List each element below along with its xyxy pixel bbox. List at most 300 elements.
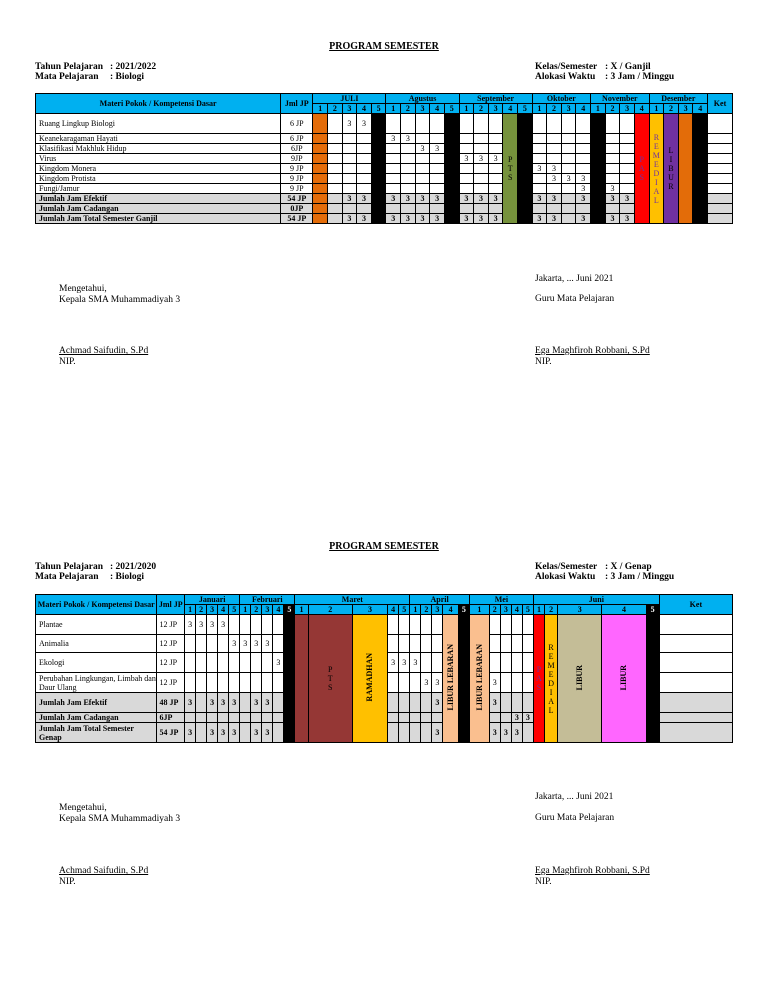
week-cell [313,154,328,164]
row-materi: Jumlah Jam Cadangan [36,204,281,214]
week-cell [561,114,576,134]
week-cell [511,635,522,653]
week-number: 1 [532,104,547,114]
week-cell [518,114,533,134]
week-number: 4 [634,104,649,114]
month-header: Maret [295,595,410,605]
row-materi: Keanekaragaman Hayati [36,134,281,144]
week-cell: 3 [432,723,443,743]
week-cell: 3 [357,114,372,134]
pts-band [308,615,352,743]
week-cell: 3 [522,713,533,723]
mapel-value: : Biologi [110,72,145,82]
week-cell [342,184,357,194]
week-cell [547,184,562,194]
week-cell: 3 [488,154,503,164]
week-number: 2 [328,104,343,114]
week-cell [388,713,399,723]
week-cell [328,114,343,134]
week-cell [489,713,500,723]
row-jml: 6JP [281,144,313,154]
week-number: 5 [518,104,533,114]
week-cell: 3 [415,144,430,154]
week-cell [518,134,533,144]
week-cell [262,673,273,693]
week-cell [518,154,533,164]
nip-right: NIP. [535,357,552,367]
week-cell: 3 [605,184,620,194]
week-cell [229,713,240,723]
month-header: Juni [533,595,659,605]
row-jml: 54 JP [281,194,313,204]
week-cell [273,615,284,635]
signature-name-right-1 [535,346,650,368]
week-number: 4 [602,605,646,615]
week-cell [313,144,328,154]
week-number: 5 [522,605,533,615]
week-number: 1 [386,104,401,114]
alokasi-label: Alokasi Waktu [535,572,596,582]
week-cell [386,164,401,174]
row-ket [708,134,733,144]
week-cell: 3 [474,154,489,164]
week-cell [576,144,591,154]
week-cell: 3 [547,174,562,184]
table-row [36,154,733,164]
week-cell [342,144,357,154]
week-cell: 3 [432,673,443,693]
week-cell [605,174,620,184]
week-cell [218,673,229,693]
place-date-2: Jakarta, ... Juni 2021 [535,792,614,802]
month-header: September [459,94,532,104]
week-cell [399,635,410,653]
week-cell [229,653,240,673]
header-ket: Ket [708,94,733,114]
week-cell [561,154,576,164]
week-cell [489,635,500,653]
week-cell: 3 [401,214,416,224]
libur-lebaran-band-1-label: LIBUR LEBARAN [446,644,456,711]
week-cell [342,164,357,174]
week-number: 5 [284,605,295,615]
week-cell [532,204,547,214]
week-number: 2 [489,605,500,615]
week-cell [511,615,522,635]
week-number: 4 [430,104,445,114]
week-cell [328,154,343,164]
row-jml: 12 JP [157,615,185,635]
week-cell: 3 [591,214,606,224]
week-cell: 3 [474,214,489,224]
week-number: 1 [313,104,328,114]
pas-band [533,615,544,743]
week-cell [371,154,386,164]
week-cell: 3 [196,615,207,635]
week-cell: 3 [386,194,401,204]
row-materi: Plantae [36,615,157,635]
week-cell [357,154,372,164]
row-jml: 6JP [157,713,185,723]
week-cell: 3 [229,693,240,713]
table-row [36,184,733,194]
week-cell [605,144,620,154]
row-jml: 48 JP [157,693,185,713]
week-cell [518,144,533,154]
week-cell: 3 [561,174,576,184]
table-row [36,164,733,174]
row-materi: Jumlah Jam Cadangan [36,713,157,723]
week-number: 2 [308,605,352,615]
header-ket: Ket [659,595,732,615]
libur-lebaran-band-1 [443,615,458,743]
week-cell [251,653,262,673]
week-cell [313,174,328,184]
week-cell [262,615,273,635]
week-cell: 3 [251,693,262,713]
header-materi: Materi Pokok / Kompetensi Dasar [36,595,157,615]
week-cell [342,134,357,144]
week-cell: 3 [474,194,489,204]
week-cell [474,144,489,154]
week-cell [693,134,708,144]
week-cell [273,635,284,653]
week-cell [240,713,251,723]
week-number: 2 [474,104,489,114]
week-cell: 3 [489,693,500,713]
week-cell [328,204,343,214]
week-number: 4 [218,605,229,615]
week-cell [489,653,500,673]
week-cell [185,673,196,693]
week-cell: 3 [388,653,399,673]
week-cell [357,184,372,194]
week-cell: 3 [511,723,522,743]
week-cell [561,204,576,214]
week-cell [328,184,343,194]
week-cell [251,673,262,693]
week-cell [421,713,432,723]
header-jml: Jml JP [281,94,313,114]
week-cell [229,615,240,635]
week-cell [576,114,591,134]
program-table-ganjil [35,93,733,224]
week-cell: 3 [273,653,284,673]
week-cell [459,144,474,154]
week-cell: 3 [262,693,273,713]
row-ket [659,653,732,673]
week-cell [576,134,591,144]
month-header: Februari [240,595,295,605]
row-ket [708,154,733,164]
week-cell [284,653,295,673]
week-cell [273,693,284,713]
pas-band [634,114,649,224]
week-cell [444,174,459,184]
week-cell [240,693,251,713]
week-number: 3 [207,605,218,615]
week-cell [313,114,328,134]
week-cell [415,174,430,184]
week-cell [474,174,489,184]
table-row [36,615,733,635]
week-cell [474,114,489,134]
week-cell [218,635,229,653]
row-ket [708,194,733,204]
tahun-value: : 2021/2022 [110,62,157,72]
week-cell [207,635,218,653]
row-jml: 9 JP [281,174,313,184]
week-number: 2 [401,104,416,114]
week-cell: 3 [459,214,474,224]
week-cell [399,723,410,743]
week-cell [357,174,372,184]
week-cell [522,673,533,693]
week-cell [313,184,328,194]
week-number: 4 [511,605,522,615]
signature-left-2 [59,803,180,825]
week-number: 1 [591,104,606,114]
week-cell: 3 [591,184,606,194]
row-jml: 9JP [281,154,313,164]
libur-band [664,114,679,224]
week-number: 4 [357,104,372,114]
week-cell [605,164,620,174]
table-row [36,134,733,144]
kelas-label: Kelas/Semester [535,62,598,72]
tahun-value: : 2021/2020 [110,562,157,572]
week-number: 4 [576,104,591,114]
week-cell: 3 [518,164,533,174]
alokasi-value: : 3 Jam / Minggu [605,572,675,582]
week-cell [430,134,445,144]
week-cell [328,134,343,144]
kelas-value: : X / Genap [605,562,652,572]
week-cell [518,204,533,214]
week-cell [474,184,489,194]
row-materi: Animalia [36,635,157,653]
week-number: 3 [488,104,503,114]
week-cell: 3 [207,723,218,743]
week-cell: 3 [488,194,503,204]
week-cell: 3 [410,653,421,673]
week-cell: 3 [576,184,591,194]
week-number: 2 [196,605,207,615]
week-cell: 3 [459,154,474,164]
week-cell [313,204,328,214]
week-cell [371,214,386,224]
week-cell [273,673,284,693]
week-number: 2 [664,104,679,114]
week-cell: 3 [401,194,416,204]
week-cell [591,114,606,134]
week-cell [207,653,218,673]
row-jml: 9 JP [281,164,313,174]
week-cell [430,114,445,134]
week-cell: 3 [251,723,262,743]
week-number: 2 [421,605,432,615]
week-cell [415,134,430,144]
week-cell [401,144,416,154]
remedial-band-label: R E M E D I A L [547,642,555,715]
week-cell [410,615,421,635]
week-cell: 3 [511,713,522,723]
nip-left: NIP. [59,877,76,887]
row-materi: Klasifikasi Makhluk Hidup [36,144,281,154]
week-cell [386,144,401,154]
week-cell: 3 [185,615,196,635]
week-cell: 3 [532,164,547,174]
week-cell [576,164,591,174]
week-number: 3 [342,104,357,114]
week-cell [328,174,343,184]
mapel-label: Mata Pelajaran [35,72,99,82]
week-number: 1 [459,104,474,114]
page-title-semester-1: PROGRAM SEMESTER [329,41,439,52]
week-number: 3 [558,605,602,615]
week-cell [444,144,459,154]
week-cell [399,673,410,693]
signature-name-right-2 [535,866,650,888]
program-table-genap [35,594,733,743]
week-number: 5 [444,104,459,114]
week-cell [518,184,533,194]
ramadhan-band-label: RAMADHAN [365,653,375,702]
row-ket [708,214,733,224]
week-cell [415,184,430,194]
week-cell [511,673,522,693]
row-materi: Ekologi [36,653,157,673]
week-cell [693,164,708,174]
row-ket [659,635,732,653]
week-cell [459,134,474,144]
row-ket [708,174,733,184]
week-cell: 3 [229,723,240,743]
week-cell [371,164,386,174]
week-number: 3 [678,104,693,114]
week-cell: 3 [500,723,511,743]
signature-name-left-1 [59,346,148,368]
row-materi: Virus [36,154,281,164]
week-cell [547,114,562,134]
week-cell: 3 [620,194,635,204]
week-cell [522,635,533,653]
row-jml: 0JP [281,204,313,214]
week-cell: 3 [218,723,229,743]
week-cell [342,204,357,214]
mapel-label: Mata Pelajaran [35,572,99,582]
libur-band-1-label: LIBUR [575,664,585,691]
week-cell [522,615,533,635]
week-number: 4 [503,104,518,114]
week-cell [474,164,489,174]
week-cell [430,154,445,164]
row-materi: Jumlah Jam Efektif [36,693,157,713]
libur-lebaran-band-2-label: LIBUR LEBARAN [474,644,484,711]
week-cell: 3 [342,114,357,134]
week-cell [410,635,421,653]
week-cell [444,214,459,224]
week-cell [459,114,474,134]
week-cell [401,184,416,194]
week-cell [196,673,207,693]
row-ket [708,184,733,194]
tahun-label: Tahun Pelajaran [35,62,104,72]
mengetahui-text: Mengetahui, [59,284,107,294]
week-cell: 3 [399,653,410,673]
remedial-band-label: R E M E D I A L [652,132,660,205]
week-cell [371,134,386,144]
week-cell [561,144,576,154]
row-ket [659,723,732,743]
week-number: 1 [649,104,664,114]
week-cell [444,134,459,144]
week-number: 3 [432,605,443,615]
week-cell [693,144,708,154]
orange-band [678,114,693,224]
week-cell [410,723,421,743]
week-cell [185,713,196,723]
week-cell [693,204,708,214]
week-cell [415,114,430,134]
week-cell [432,713,443,723]
week-cell [371,114,386,134]
week-cell [459,184,474,194]
week-cell: 3 [459,194,474,204]
row-jml: 54 JP [157,723,185,743]
month-header: Oktober [532,94,590,104]
row-materi: Kingdom Protista [36,174,281,184]
week-cell [591,174,606,184]
week-cell: 3 [488,214,503,224]
header-right-1 [535,62,674,82]
week-cell [421,653,432,673]
week-cell [532,174,547,184]
week-number: 4 [388,605,399,615]
week-cell: 3 [207,693,218,713]
week-cell: 3 [185,693,196,713]
week-cell: 3 [185,723,196,743]
table-row [36,174,733,184]
week-cell [432,615,443,635]
kepala-text: Kepala SMA Muhammadiyah 3 [59,814,181,824]
week-cell [313,194,328,204]
week-cell: 3 [386,134,401,144]
week-cell [328,194,343,204]
row-ket [708,114,733,134]
week-cell [388,723,399,743]
pts-band [503,114,518,224]
week-number: 4 [693,104,708,114]
week-cell [415,154,430,164]
week-cell [511,693,522,713]
week-cell: 3 [240,635,251,653]
week-cell [620,174,635,184]
week-cell [371,184,386,194]
libur-band-2 [602,615,646,743]
week-cell [561,194,576,204]
week-cell [620,134,635,144]
week-cell [410,713,421,723]
week-cell [488,174,503,184]
week-cell [693,194,708,204]
week-cell [444,114,459,134]
week-number: 5 [399,605,410,615]
week-cell [386,114,401,134]
week-cell [421,615,432,635]
week-number: 1 [410,605,421,615]
week-cell [547,204,562,214]
